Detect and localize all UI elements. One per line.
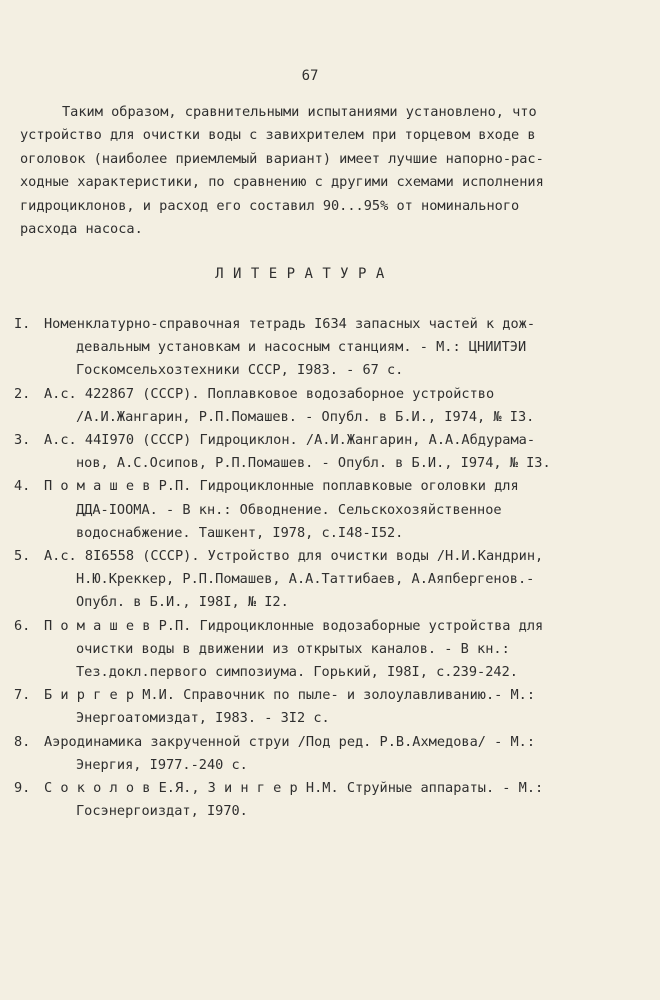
reference-item: [14, 383, 644, 429]
reference-line: П о м а ш е в Р.П. Гидроциклонные поплавковые оголовки для: [44, 478, 519, 495]
reference-line: очистки воды в движении из открытых каналов. - В кн.:: [76, 640, 510, 657]
reference-number: I.: [14, 316, 31, 332]
reference-line: А.с. 8I6558 (СССР). Устройство для очистки воды /Н.И.Кандрин,: [44, 548, 544, 565]
reference-item: [14, 731, 644, 777]
paragraph-line: ходные характеристики, по сравнению с другими схемами исполнения: [20, 174, 544, 191]
reference-line: девальным установкам и насосным станциям. - М.: ЦНИИТЭИ: [76, 339, 527, 356]
paragraph-line: расхода насоса.: [20, 221, 143, 238]
reference-line: Энергоатомиздат, I983. - 3I2 с.: [76, 710, 330, 727]
reference-line: ДДА-IOOМА. - В кн.: Обводнение. Сельскохозяйственное: [76, 501, 502, 518]
reference-line: /А.И.Жангарин, Р.П.Помашев. - Опубл. в Б.И., I974, № I3.: [76, 408, 535, 425]
reference-number: 6.: [14, 617, 31, 634]
reference-item: [14, 545, 644, 615]
reference-line: С о к о л о в Е.Я., З и н г е р Н.М. Струйные аппараты. - М.:: [44, 780, 544, 797]
references-heading: Л И Т Е Р А Т У Р А: [215, 266, 385, 282]
reference-list: [14, 313, 644, 823]
reference-line: Номенклатурно-справочная тетрадь I634 запасных частей к дож-: [44, 316, 536, 332]
reference-line: А.с. 44I970 (СССР) Гидроциклон. /А.И.Жангарин, А.А.Абдурама-: [44, 432, 536, 449]
reference-line: Б и р г е р М.И. Справочник по пыле- и золоулавливанию.- М.:: [44, 687, 536, 704]
reference-line: Опубл. в Б.И., I98I, № I2.: [76, 594, 289, 611]
reference-line: П о м а ш е в Р.П. Гидроциклонные водозаборные устройства для: [44, 617, 544, 634]
reference-item: [14, 777, 644, 823]
reference-line: Тез.докл.первого симпозиума. Горький, I98I, с.239-242.: [76, 664, 518, 681]
reference-item: [14, 615, 644, 685]
reference-line: водоснабжение. Ташкент, I978, с.I48-I52.: [76, 524, 404, 541]
page-number: 67: [301, 68, 319, 84]
reference-line: Аэродинамика закрученной струи /Под ред. Р.В.Ахмедова/ - М.:: [44, 733, 536, 750]
reference-line: Н.Ю.Креккер, Р.П.Помашев, А.А.Таттибаев, А.Аяпбергенов.-: [76, 571, 535, 588]
paragraph-line: Таким образом, сравнительными испытаниями установлено, что: [62, 104, 537, 120]
reference-line: А.с. 422867 (СССР). Поплавковое водозаборное устройство: [44, 385, 495, 402]
reference-line: Энергия, I977.-240 с.: [76, 756, 248, 773]
paragraph-line: оголовок (наиболее приемлемый вариант) имеет лучшие напорно-рас-: [20, 150, 544, 167]
reference-item: [14, 313, 644, 383]
reference-item: [14, 684, 644, 730]
reference-number: 4.: [14, 478, 31, 495]
reference-number: 8.: [14, 733, 31, 750]
reference-line: нов, А.С.Осипов, Р.П.Помашев. - Опубл. в Б.И., I974, № I3.: [76, 455, 551, 472]
reference-item: [14, 429, 644, 475]
reference-number: 2.: [14, 385, 31, 402]
reference-number: 9.: [14, 780, 31, 797]
paragraph-line: устройство для очистки воды с завихрителем при торцевом входе в: [20, 127, 536, 144]
reference-number: 5.: [14, 548, 31, 565]
paragraph-line: гидроциклонов, и расход его составил 90...95% от номинального: [20, 197, 520, 214]
reference-line: Госкомсельхозтехники СССР, I983. - 67 с.: [76, 362, 404, 379]
reference-number: 7.: [14, 687, 31, 704]
body-paragraph: [20, 101, 640, 241]
reference-number: 3.: [14, 432, 31, 449]
reference-item: [14, 475, 644, 545]
reference-line: Госэнергоиздат, I970.: [76, 803, 248, 820]
